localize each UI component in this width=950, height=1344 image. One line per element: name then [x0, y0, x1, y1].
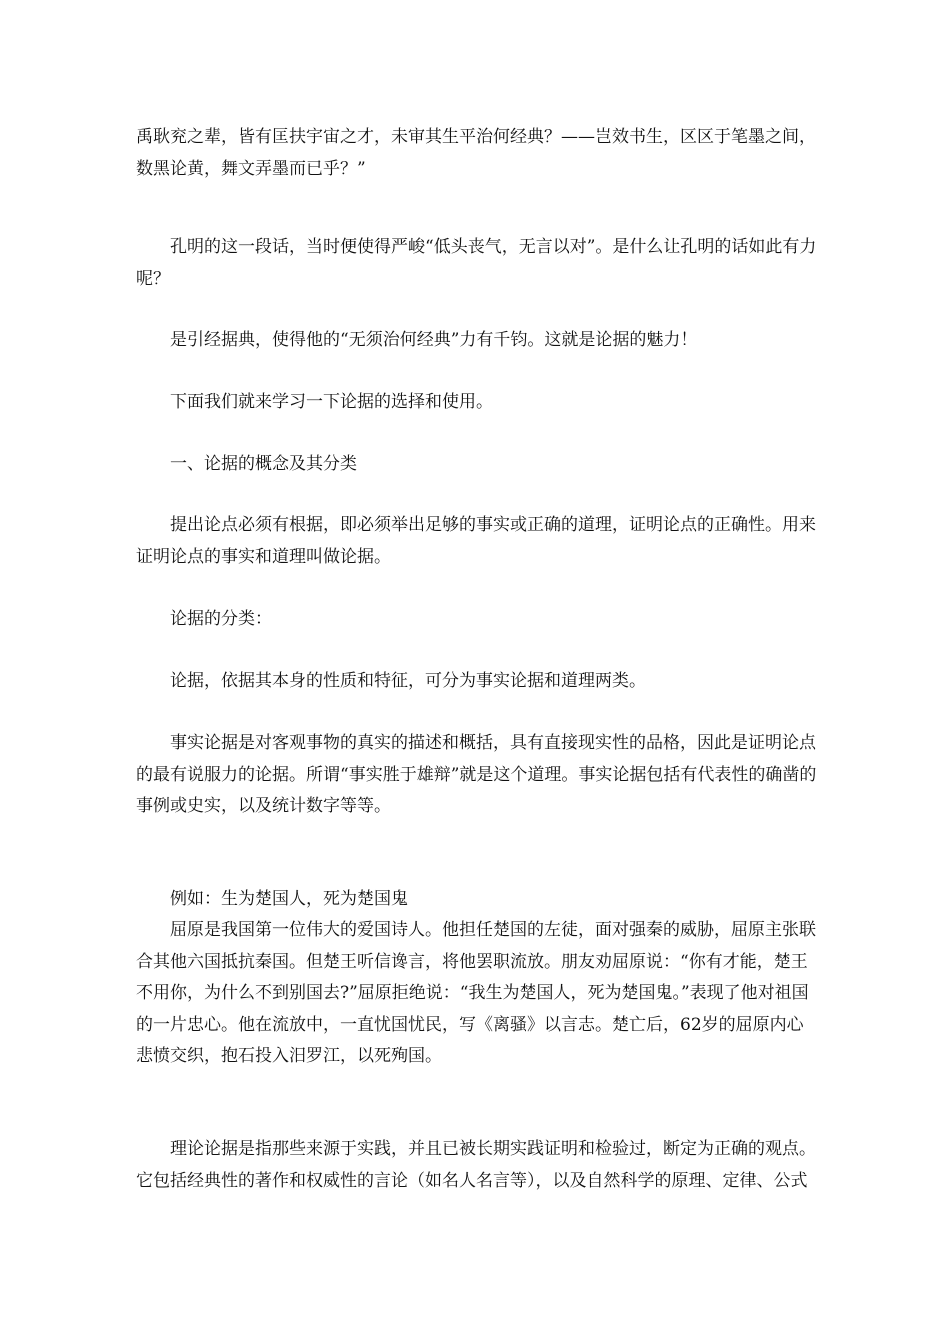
paragraph-theoretical-evidence: 理论论据是指那些来源于实践，并且已被长期实践证明和检验过，断定为正确的观点。它包括经典性的著作和权威性的言论（如名人名言等），以及自然科学的原理、定律、公式	[136, 1139, 816, 1191]
paragraph-quyuan-story: 屈原是我国第一位伟大的爱国诗人。他担任楚国的左徒，面对强秦的威胁，屈原主张联合其他六国抵抗秦国。但楚王听信谗言，将他罢职流放。朋友劝屈原说：“你有才能，楚王不用你，为什么不到别国去?”屈原拒绝说：“我生为楚国人，死为楚国鬼。”表现了他对祖国的一片忠心。他在流放中，一直忧国忧民，写《离骚》以言志。楚亡后，62岁的屈原内心悲愤交织，抱石投入汨罗江，以死殉国。	[136, 920, 816, 1066]
paragraph-intro: 下面我们就来学习一下论据的选择和使用。	[170, 392, 493, 412]
paragraph-factual-evidence: 事实论据是对客观事物的真实的描述和概括，具有直接现实性的品格，因此是证明论点的最有说服力的论据。所谓“事实胜于雄辩”就是这个道理。事实论据包括有代表性的确凿的事例或史实，以及统计数字等等。	[136, 733, 817, 816]
paragraph-quote-end: 禹耿兖之辈，皆有匡扶宇宙之才，未审其生平治何经典？——岂效书生，区区于笔墨之间，数黑论黄，舞文弄墨而已乎？”	[136, 127, 816, 179]
paragraph-kongming: 孔明的这一段话，当时便使得严峻“低头丧气，无言以对”。是什么让孔明的话如此有力呢？	[136, 237, 817, 289]
section-heading: 一、论据的概念及其分类	[170, 454, 357, 474]
paragraph-classification: 论据，依据其本身的性质和特征，可分为事实论据和道理两类。	[170, 671, 646, 691]
paragraph-example-title: 例如：生为楚国人，死为楚国鬼	[170, 889, 408, 909]
paragraph-definition: 提出论点必须有根据，即必须举出足够的事实或正确的道理，证明论点的正确性。用来证明论点的事实和道理叫做论据。	[136, 515, 816, 567]
paragraph-classification-label: 论据的分类：	[170, 609, 272, 629]
paragraph-citation-power: 是引经据典，使得他的“无须治何经典”力有千钧。这就是论据的魅力！	[170, 330, 698, 350]
